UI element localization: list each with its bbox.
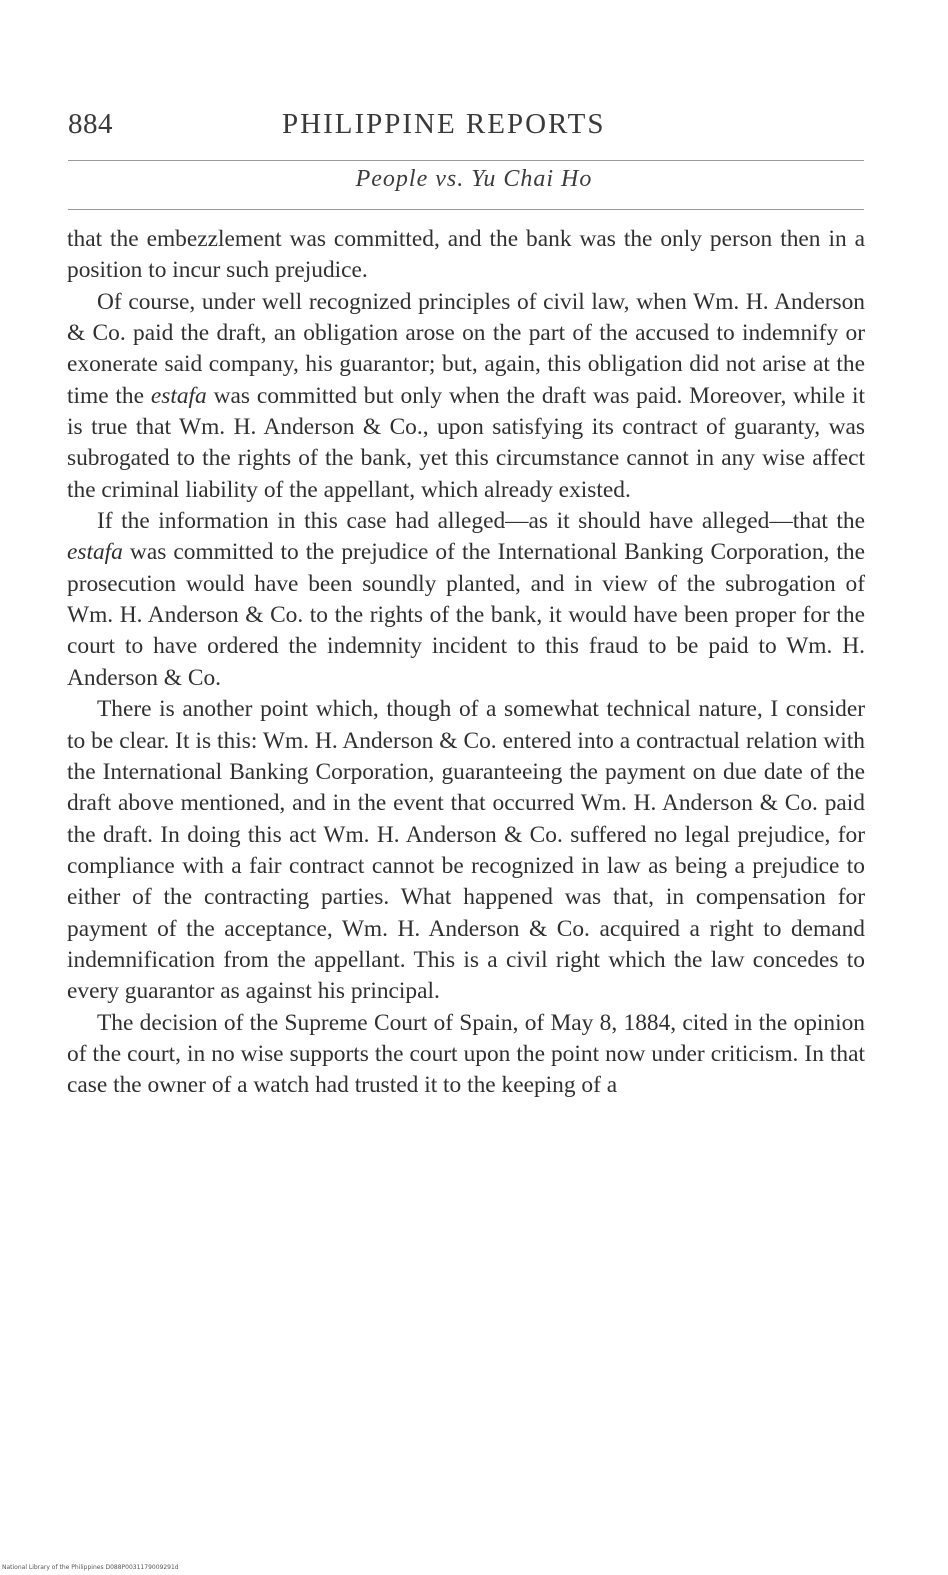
header-rule-bottom xyxy=(68,209,864,210)
paragraph-2 xyxy=(67,287,865,506)
body-text xyxy=(67,224,865,1102)
paragraph-4: There is another point which, though of a somewhat technical nature, I consider to be clear. It is this: Wm. H. Anderson & Co. entered into a contractual relation with the International Banking Corporation, guaranteeing the payment on due date of the draft above mentioned, and in the event that occurred Wm. H. Anderson & Co. paid the draft. In doing this act Wm. H. Anderson & Co. suffered no legal prejudice, for compliance with a fair contract cannot be recognized in law as being a prejudice to either of the contracting parties. What happened was that, in compensation for payment of the acceptance, Wm. H. Anderson & Co. acquired a right to demand indemnification from the appellant. This is a civil right which the law concedes to every guarantor as against his principal. xyxy=(67,696,865,1005)
paragraph-3-text-b: was committed to the prejudice of the International Banking Corporation, the prosecution would have been soundly planted, and in view of the subrogation of Wm. H. Anderson & Co. to the rights of the bank, it would have been proper for the court to have ordered the indemnity incident to this fraud to be paid to Wm. H. Anderson & Co. xyxy=(67,539,865,691)
paragraph-2-italic-term: estafa xyxy=(150,382,207,409)
paragraph-2-text-b: was committed but only when the draft was paid. Moreover, while it is true that Wm. H. Anderson & Co., upon satisfying its contract of guaranty, was subrogated to the rights of the bank, yet this circumstance cannot in any wise affect the criminal liability of the appellant, which already existed. xyxy=(67,382,865,503)
paragraph-3 xyxy=(67,506,865,694)
scan-credit: National Library of the Philippines D088P0031179009291d xyxy=(2,1564,179,1571)
paragraph-2-text-a: Of course, under well recognized principles of civil law, when Wm. H. Anderson & Co. paid the draft, an obligation arose on the part of the accused to indemnify or exonerate said company, his guarantor; but, again, this obligation did not arise at the time the xyxy=(67,288,865,409)
paragraph-1: that the embezzlement was committed, and the bank was the only person then in a position to incur such prejudice. xyxy=(67,226,865,284)
paragraph-5: The decision of the Supreme Court of Spain, of May 8, 1884, cited in the opinion of the court, in no wise supports the court upon the point now under criticism. In that case the owner of a watch had trusted it to the keeping of a xyxy=(67,1009,865,1099)
paragraph-3-italic-term: estafa xyxy=(67,539,123,566)
page-number: 884 xyxy=(68,108,113,140)
paragraph-3-text-a: If the information in this case had alleged—as it should have alleged—that the xyxy=(97,508,865,535)
running-head: PHILIPPINE REPORTS xyxy=(282,108,606,140)
case-title: People vs. Yu Chai Ho xyxy=(355,166,593,192)
header-rule-top xyxy=(68,160,864,161)
